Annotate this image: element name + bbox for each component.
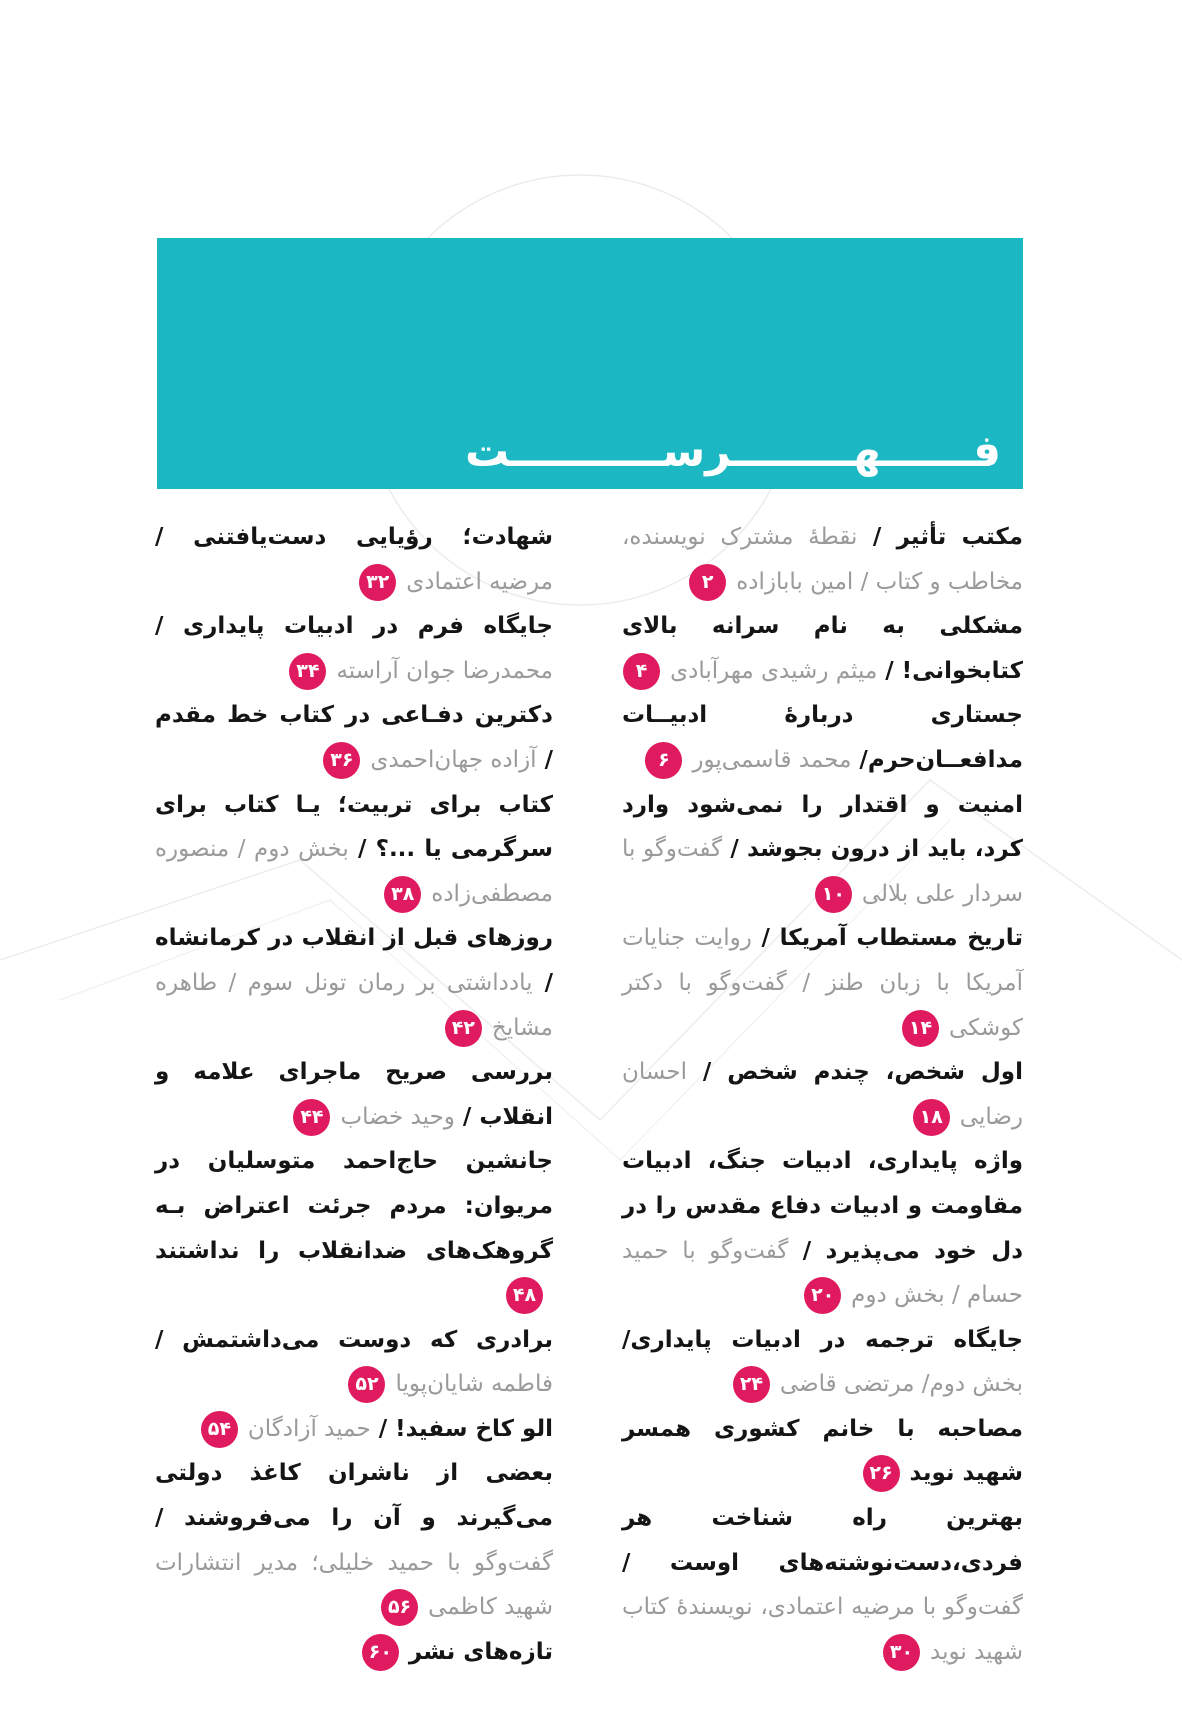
page-number-badge: ۴۲ — [445, 1010, 482, 1047]
page-number-badge: ۳۴ — [289, 653, 326, 690]
toc-entry[interactable] — [622, 515, 1023, 604]
entry-author: بخش دوم/ مرتضی قاضی — [779, 1371, 1023, 1398]
entry-title: واژه پایداری، ادبیات جنگ، ادبیات مقاومت و ادبیات دفاع مقدس را در دل خود می‌پذیرد / — [622, 1148, 1023, 1264]
toc-entry[interactable] — [155, 515, 553, 604]
page-number-badge: ۳۶ — [323, 742, 360, 779]
entry-title: دکترین دفـاعی در کتاب خط مقدم / — [155, 702, 553, 773]
toc-entry[interactable] — [155, 1407, 553, 1452]
page-number-badge: ۲ — [689, 564, 726, 601]
toc-entry[interactable] — [622, 783, 1023, 917]
entry-title: کتاب برای تربیت؛ یـا کتاب برای سرگرمی یا ...؟ / — [155, 791, 553, 863]
entry-author: نقطهٔ مشترک نویسنده، مخاطب و کتاب / امین بابازاده — [622, 524, 1023, 595]
page-number-badge: ۶ — [645, 742, 682, 779]
entry-author: آزاده جهان‌احمدی — [370, 746, 537, 773]
entry-author: گفت‌وگو با سردار علی بلالی — [622, 836, 1023, 907]
page-number-badge: ۱۴ — [902, 1010, 939, 1047]
page-title: فــــــهــــــــرســــــــــت — [464, 426, 1001, 477]
toc-entry[interactable] — [622, 916, 1023, 1050]
entry-title: بهترین راه شناخت هر فردی،دست‌نوشته‌های اوست / — [622, 1505, 1023, 1576]
page-number-badge: ۱۸ — [913, 1099, 950, 1136]
entry-author: گفت‌وگو با حمید خلیلی؛ مدیر انتشارات شهید کاظمی — [155, 1549, 553, 1621]
entry-author: محمد قاسمی‌پور — [692, 746, 852, 773]
entry-title: روزهای قبل از انقلاب در کرمانشاه / — [155, 925, 553, 996]
page-number-badge: ۴۴ — [293, 1099, 330, 1136]
page-number-badge: ۲۰ — [804, 1277, 841, 1314]
entry-title: شهادت؛ رؤیایی دست‌یافتنی / — [155, 524, 553, 550]
entry-author: وحید خضاب — [340, 1103, 455, 1130]
toc-entry[interactable] — [622, 1496, 1023, 1674]
entry-title: بعضی از ناشران کاغذ دولتی می‌گیرند و آن را می‌فروشند / — [155, 1460, 553, 1532]
entry-author: محمدرضا جوان آراسته — [336, 657, 553, 684]
toc-entry[interactable] — [622, 693, 1023, 782]
page-number-badge: ۲۶ — [863, 1455, 900, 1492]
toc-entry[interactable] — [155, 693, 553, 782]
entry-title: مشکلی به نام سرانه بالای کتابخوانی! / — [622, 613, 1023, 684]
toc-entry[interactable] — [155, 1139, 553, 1317]
entry-title: مکتب تأثیر / — [857, 524, 1023, 550]
entry-title: بررسی صریح ماجرای علامه و انقلاب / — [155, 1059, 553, 1130]
entry-title: جانشین حاج‌احمد متوسلیان در مریوان: مردم جرئت اعتراض بـه گروهک‌های ضدانقلاب را نداشتند — [155, 1148, 553, 1264]
toc-entry[interactable] — [155, 783, 553, 917]
toc-entry[interactable] — [622, 1139, 1023, 1317]
entry-author: گفت‌وگو با حمید حسام / بخش دوم — [622, 1237, 1023, 1309]
toc-entry[interactable] — [155, 1050, 553, 1139]
entry-title: اول شخص، چندم شخص / — [687, 1059, 1023, 1086]
entry-author: مرضیه اعتمادی — [406, 568, 553, 595]
entry-title: مصاحبه با خانم کشوری همسر شهید نوید — [622, 1415, 1023, 1487]
page-number-badge: ۲۴ — [733, 1366, 770, 1403]
entry-title: الو کاخ سفید! / — [370, 1415, 553, 1442]
entry-title: برادری که دوست می‌داشتمش / — [155, 1326, 553, 1353]
toc-entry[interactable] — [622, 1407, 1023, 1496]
table-of-contents-banner — [157, 238, 1023, 489]
toc-entry[interactable] — [155, 916, 553, 1050]
toc-entry[interactable] — [155, 604, 553, 693]
toc-entry[interactable] — [622, 1050, 1023, 1139]
entry-title: جایگاه فرم در ادبیات پایداری / — [155, 613, 553, 640]
toc-entry[interactable] — [622, 604, 1023, 693]
page-number-badge: ۶۰ — [362, 1634, 399, 1671]
entry-author: روایت جنایات آمریکا با زبان طنز / گفت‌وگو با دکتر کوشکی — [622, 925, 1023, 1041]
toc-entry[interactable] — [155, 1318, 553, 1407]
entry-title: امنیت و اقتدار را نمی‌شود وارد کرد، باید از درون بجوشد / — [622, 791, 1024, 863]
entry-author: یادداشتی بر رمان تونل سوم / طاهره مشایخ — [155, 969, 553, 1041]
entry-author: بخش دوم / منصوره مصطفی‌زاده — [155, 836, 553, 907]
toc-entry[interactable] — [155, 1451, 553, 1629]
entry-title: تازه‌های نشر — [408, 1638, 553, 1665]
toc-entry[interactable] — [622, 1318, 1023, 1407]
page-number-badge: ۳۰ — [883, 1634, 920, 1671]
page-number-badge: ۴ — [623, 653, 660, 690]
entry-author: گفت‌وگو با مرضیه اعتمادی، نویسندهٔ کتاب شهید نوید — [622, 1594, 1023, 1665]
entry-author: حمید آزادگان — [247, 1415, 371, 1442]
page-number-badge: ۳۸ — [384, 876, 421, 913]
toc-column-left — [155, 515, 553, 1674]
page-number-badge: ۵۶ — [381, 1589, 418, 1626]
page-number-badge: ۵۲ — [348, 1366, 385, 1403]
page-number-badge: ۴۸ — [506, 1277, 543, 1314]
page-number-badge: ۱۰ — [815, 876, 852, 913]
entry-title: تاریخ مستطاب آمریکا / — [751, 925, 1023, 952]
entry-title: جستاری دربارهٔ ادبیــات مدافعــان‌حرم/ — [622, 702, 1023, 773]
entry-author: احسان رضایی — [622, 1059, 1023, 1130]
toc-entry[interactable] — [155, 1630, 553, 1675]
entry-author: فاطمه شایان‌پویا — [395, 1371, 553, 1398]
page-number-badge: ۵۴ — [201, 1411, 238, 1448]
toc-column-right — [622, 515, 1023, 1674]
entry-author: میثم رشیدی مهرآبادی — [670, 657, 878, 684]
page-number-badge: ۳۲ — [359, 564, 396, 601]
entry-title: جایگاه ترجمه در ادبیات پایداری/ — [622, 1326, 1023, 1353]
